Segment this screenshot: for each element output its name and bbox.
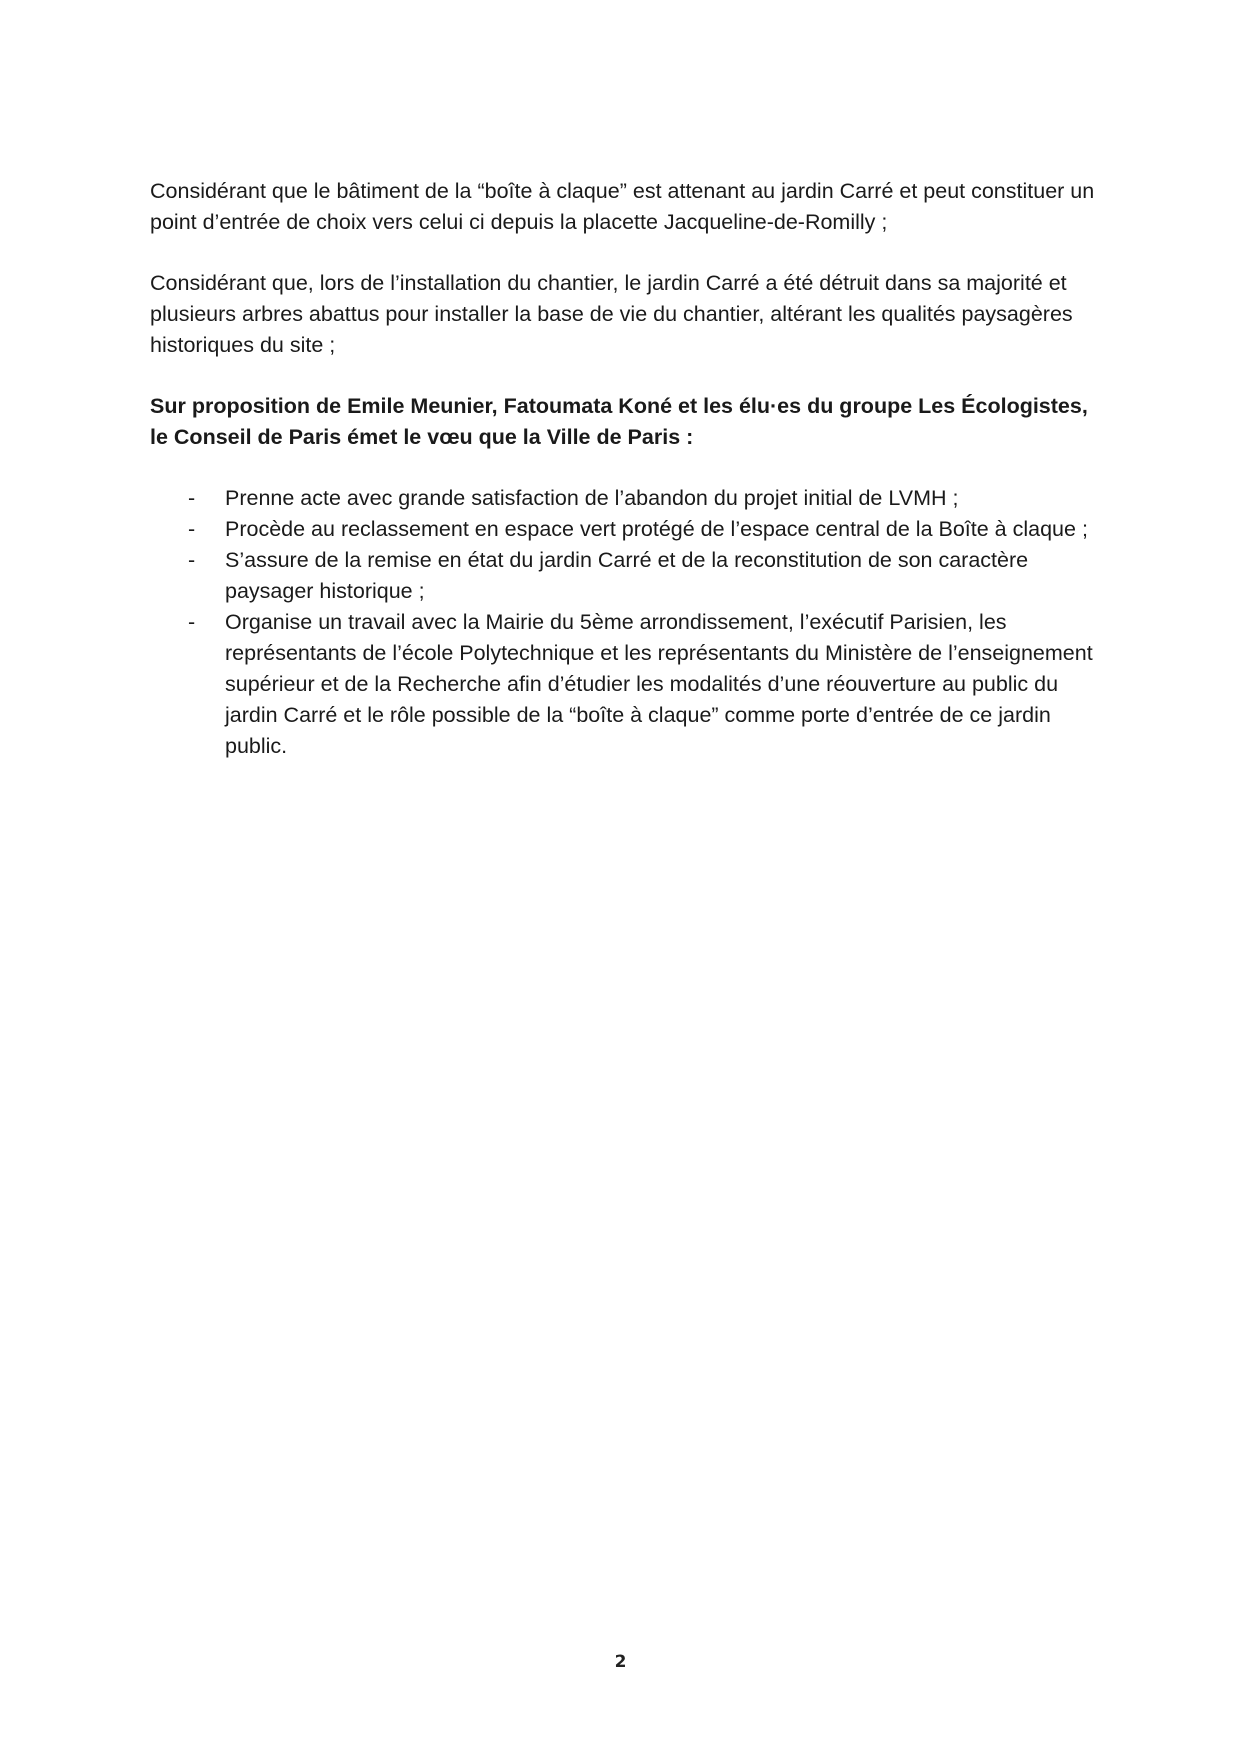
resolution-item-2 (150, 514, 1100, 545)
resolution-text: Organise un travail avec la Mairie du 5ème arrondissement, l’exécutif Parisien, les représentants de l’école Polytechnique et les représentants du Ministère de l’enseignement supérieur et de la Recherche afin d’étudier les modalités d’une réouverture au public du jardin Carré et le rôle possible de la “boîte à claque” comme porte d’entrée de ce jardin public. (225, 610, 1093, 758)
resolution-item-4 (150, 607, 1100, 762)
resolution-item-3 (150, 545, 1100, 607)
proposal-statement: Sur proposition de Emile Meunier, Fatoumata Koné et les élu·es du groupe Les Écologistes, le Conseil de Paris émet le vœu que la Ville de Paris : (150, 394, 1088, 449)
considerant-paragraph-1: Considérant que le bâtiment de la “boîte à claque” est attenant au jardin Carré et peut constituer un point d’entrée de choix vers celui ci depuis la placette Jacqueline-de-Romilly ; (150, 179, 1095, 234)
page-number: 2 (614, 1652, 627, 1672)
resolution-item-1 (150, 483, 1100, 514)
resolution-text: S’assure de la remise en état du jardin Carré et de la reconstitution de son caractère paysager historique ; (225, 548, 1029, 603)
resolution-text: Prenne acte avec grande satisfaction de l’abandon du projet initial de LVMH ; (225, 486, 959, 510)
bullet-dash: - (188, 486, 196, 510)
bullet-dash: - (188, 548, 196, 572)
resolution-list (150, 483, 1100, 762)
bullet-dash: - (188, 610, 196, 634)
resolution-text: Procède au reclassement en espace vert protégé de l’espace central de la Boîte à claque ; (225, 517, 1088, 541)
document-body (150, 176, 1100, 762)
considerant-paragraph-2: Considérant que, lors de l’installation du chantier, le jardin Carré a été détruit dans sa majorité et plusieurs arbres abattus pour installer la base de vie du chantier, altérant les qualités paysagères historiques du site ; (150, 271, 1073, 357)
bullet-dash: - (188, 517, 196, 541)
